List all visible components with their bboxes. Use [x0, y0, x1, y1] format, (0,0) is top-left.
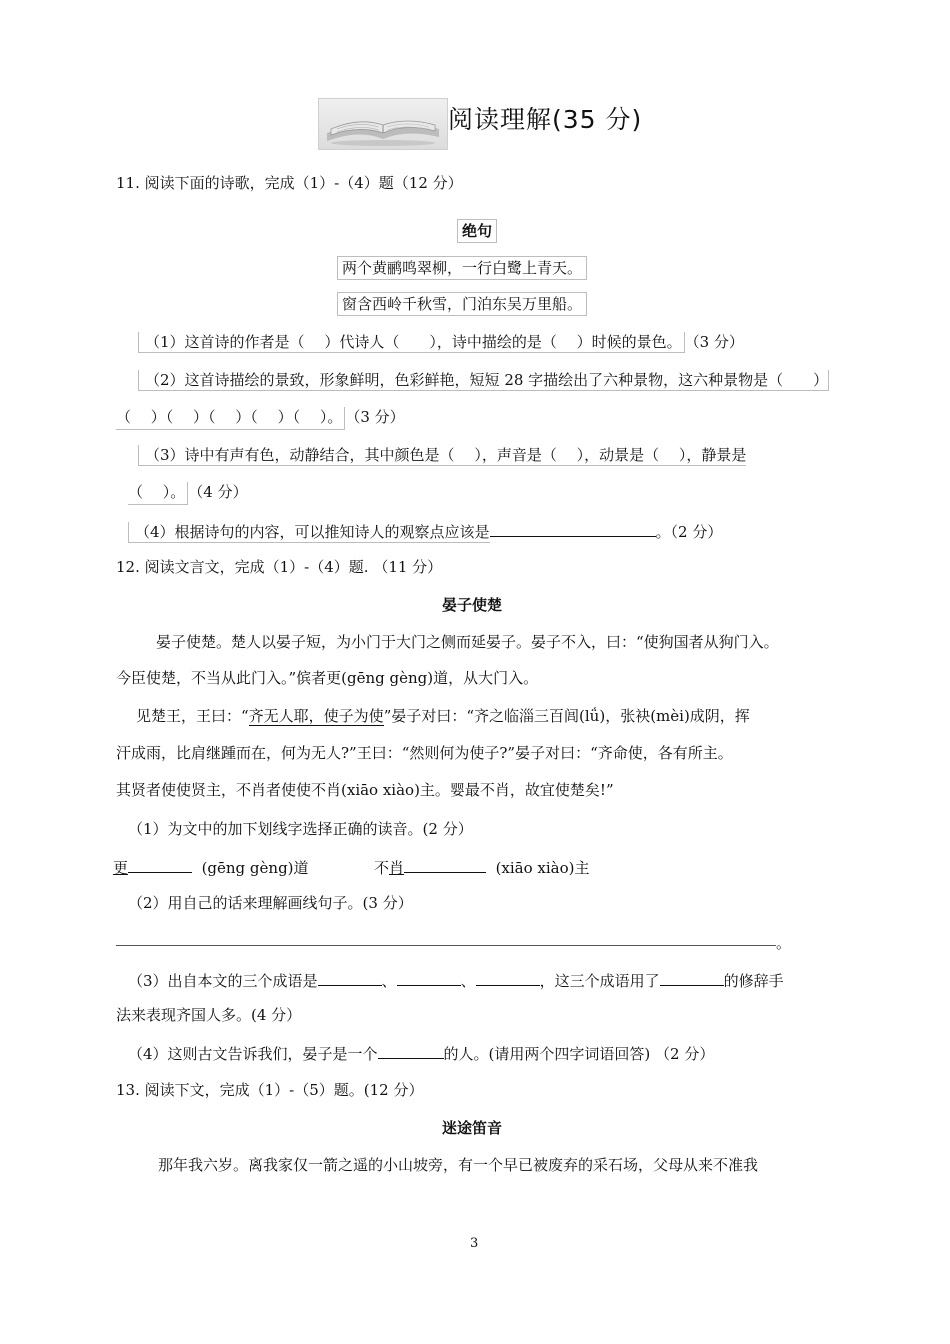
q12-para2-line1 — [136, 706, 750, 726]
open-book-image — [318, 98, 448, 150]
q12-sub3-a: （3）出自本文的三个成语是 — [128, 972, 318, 990]
q11-sub3-score: （4 分） — [188, 483, 248, 501]
q12-sub3-b: ，这三个成语用了 — [539, 972, 660, 990]
q12-title: 晏子使楚 — [442, 596, 503, 614]
q12-intro: 12. 阅读文言文，完成（1）-（4）题. （11 分） — [116, 558, 443, 576]
q12-sub2: （2）用自己的话来理解画线句子。(3 分） — [128, 894, 413, 912]
q11-sub4-blank[interactable] — [490, 520, 656, 537]
q12-sub3-sep2: 、 — [460, 972, 476, 990]
q12-sub3-blank4[interactable] — [660, 969, 724, 986]
q11-sub3-line1 — [138, 445, 746, 466]
q11-sub2-line1-text: （2）这首诗描绘的景致，形象鲜明，色彩鲜艳，短短 28 字描绘出了六种景物，这六种景物是（ ） — [138, 370, 829, 391]
q12-sub1: （1）为文中的加下划线字选择正确的读音。(2 分） — [128, 820, 473, 838]
q11-sub4-end: 。（2 分） — [655, 523, 723, 541]
q12-pron2-pre: 不 — [374, 859, 390, 877]
q11-sub2-score: （3 分） — [345, 408, 405, 426]
q12-sub3-sep1: 、 — [381, 972, 397, 990]
q12-pron2 — [374, 856, 590, 878]
q12-para1-line1: 晏子使楚。楚人以晏子短，为小门于大门之侧而延晏子。晏子不入，曰：“使狗国者从狗门入。 — [156, 633, 779, 651]
q11-sub1-score: （3 分） — [684, 333, 744, 351]
q11-sub3-line2 — [128, 482, 248, 505]
q12-sub4 — [128, 1042, 714, 1064]
q12-sub3-line2: 法来表现齐国人多。(4 分） — [116, 1006, 302, 1024]
q12-pron2-char: 肖 — [389, 859, 405, 877]
page-number: 3 — [470, 1236, 479, 1251]
q12-sub4-a: （4）这则古文告诉我们，晏子是一个 — [128, 1045, 378, 1063]
book-icon — [319, 99, 447, 149]
q11-sub2-line2-text: （ ）（ ）（ ）（ ）（ ）。 — [116, 407, 345, 430]
q12-pron2-opts: (xiāo xiào)主 — [495, 859, 590, 877]
q11-poem-line1: 两个黄鹂鸣翠柳，一行白鹭上青天。 — [337, 256, 587, 280]
q11-sub4 — [128, 520, 722, 543]
q13-intro: 13. 阅读下文，完成（1）-（5）题。(12 分） — [116, 1081, 424, 1099]
q11-sub4-text: （4）根据诗句的内容，可以推知诗人的观察点应该是 — [128, 522, 490, 543]
q12-underlined-sentence: 齐无人耶，使子为使 — [248, 707, 384, 725]
q12-para2-a: 见楚王，王曰：“ — [136, 707, 249, 725]
q12-sub2-answer-line[interactable] — [116, 945, 776, 946]
q11-sub3-line2-text: （ ）。 — [128, 482, 188, 505]
q12-para2-b: ”晏子对曰：“齐之临淄三百闾(lǘ)，张袂(mèi)成阴，挥 — [383, 707, 750, 725]
q12-sub3-line1 — [128, 969, 784, 991]
q12-pron1-opts: (gēng gèng)道 — [201, 859, 309, 877]
q12-pron1 — [113, 856, 309, 878]
q12-pron1-char: 更 — [113, 859, 129, 877]
q13-para1: 那年我六岁。离我家仅一箭之遥的小山坡旁，有一个早已被废弃的采石场，父母从来不准我 — [158, 1156, 759, 1174]
q11-sub2-line1 — [138, 370, 829, 391]
q11-sub3-line1-text: （3）诗中有声有色，动静结合，其中颜色是（ ），声音是（ ），动景是（ ），静景是 — [138, 445, 746, 466]
q11-sub1 — [138, 332, 744, 353]
q11-sub1-text: （1）这首诗的作者是（ ）代诗人（ ），诗中描绘的是（ ）时候的景色。 — [138, 332, 685, 353]
q12-sub3-blank2[interactable] — [397, 969, 461, 986]
q12-pron2-blank[interactable] — [404, 856, 486, 873]
q12-para2-line2: 汗成雨，比肩继踵而在，何为无人?”王曰：“然则何为使子?”晏子对曰：“齐命使，各有所主。 — [116, 744, 733, 762]
q12-sub3-blank1[interactable] — [318, 969, 382, 986]
q11-poem-title: 绝句 — [457, 219, 497, 243]
q13-title: 迷途笛音 — [442, 1119, 503, 1137]
section-title: 阅读理解(35 分) — [448, 105, 643, 134]
q12-para1-line2: 今臣使楚，不当从此门入。”傧者更(gēng gèng)道，从大门入。 — [116, 669, 539, 687]
q12-sub3-blank3[interactable] — [476, 969, 540, 986]
q12-sub3-c: 的修辞手 — [723, 972, 784, 990]
q12-pron1-blank[interactable] — [128, 856, 192, 873]
q11-sub2-line2 — [116, 407, 405, 430]
q11-poem-line2: 窗含西岭千秋雪，门泊东吴万里船。 — [337, 292, 587, 316]
q12-sub4-b: 的人。(请用两个四字词语回答) （2 分） — [443, 1045, 715, 1063]
q12-sub4-blank[interactable] — [378, 1042, 444, 1059]
q12-para2-line3: 其贤者使使贤主，不肖者使使不肖(xiāo xiào)主。婴最不肖，故宜使楚矣!” — [116, 781, 614, 799]
q12-sub2-end: 。 — [776, 934, 792, 952]
q11-intro: 11. 阅读下面的诗歌，完成（1）-（4）题（12 分） — [116, 174, 463, 192]
